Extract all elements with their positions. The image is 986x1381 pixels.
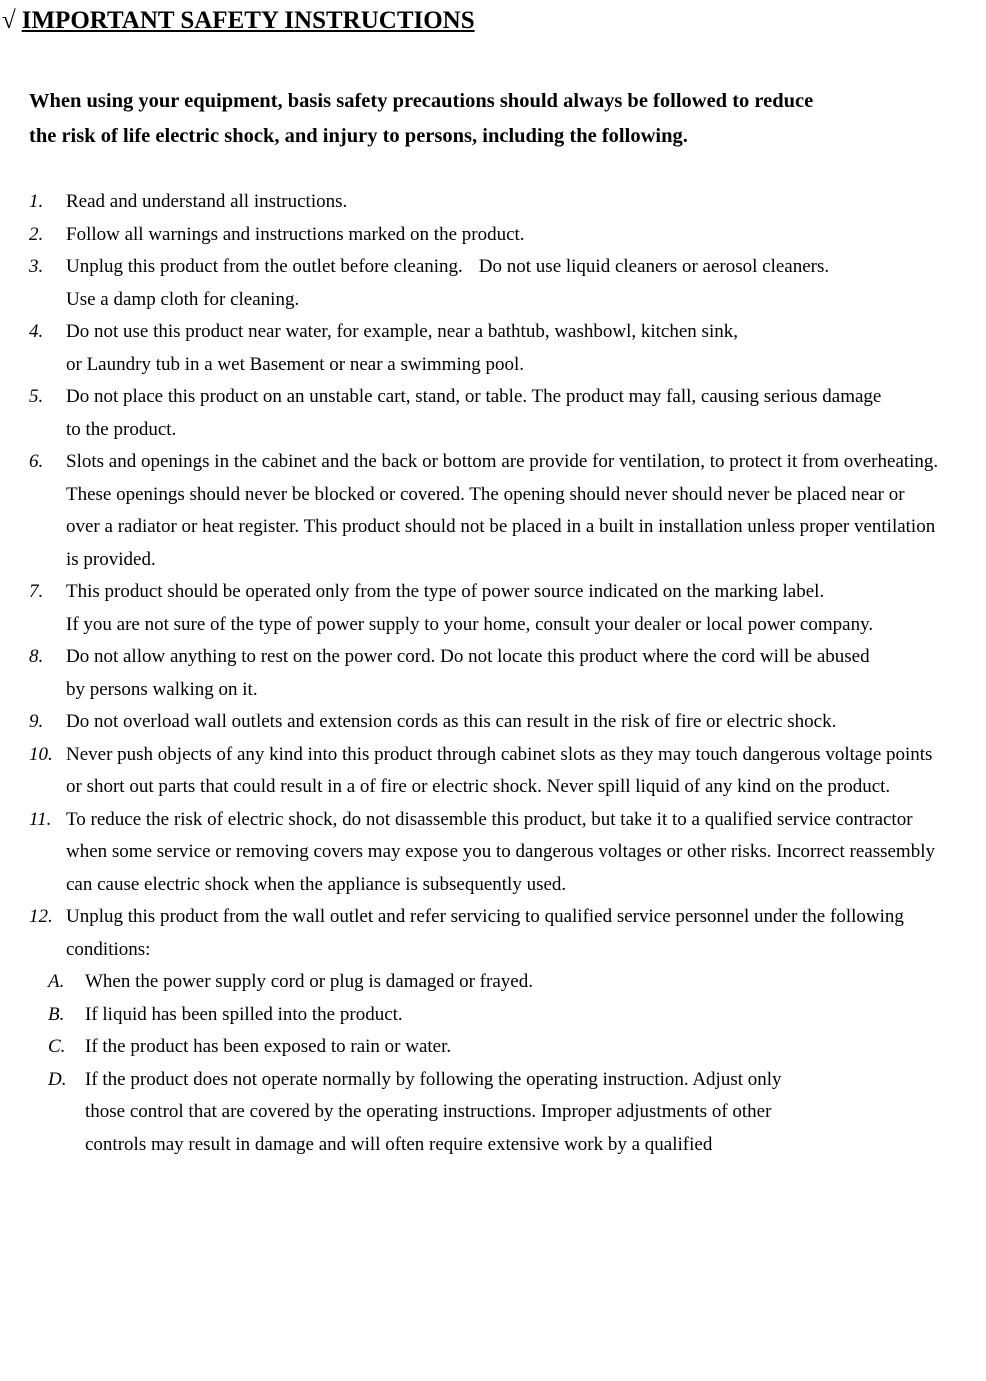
item-text: controls may result in damage and will often require extensive work by a qualified [85, 1133, 713, 1155]
item-letter: B. [48, 1003, 65, 1025]
item-text: Do not overload wall outlets and extension cords as this can result in the risk of fire or electric shock. [66, 711, 837, 732]
instruction-list [0, 186, 986, 1161]
item-text: Unplug this product from the wall outlet and refer servicing to qualified service personnel under the following [66, 906, 904, 927]
item-letter: D. [48, 1068, 67, 1090]
item-text: Slots and openings in the cabinet and the back or bottom are provide for ventilation, to protect it from overheating. [66, 451, 939, 472]
item-number: 9. [29, 711, 44, 732]
item-text: Unplug this product from the outlet before cleaning. [66, 256, 463, 277]
item-number: 6. [29, 451, 44, 472]
instruction-item-12 [0, 901, 986, 966]
item-text: This product should be operated only from the type of power source indicated on the marking label. [66, 581, 825, 602]
item-text: If the product does not operate normally by following the operating instruction. Adjust only [85, 1068, 782, 1090]
instruction-item-10 [0, 739, 986, 804]
item-number: 3. [29, 256, 44, 277]
item-letter: C. [48, 1036, 66, 1057]
item-number: 4. [29, 321, 44, 342]
item-text: can cause electric shock when the appliance is subsequently used. [66, 873, 567, 895]
instruction-item-8 [0, 641, 986, 706]
item-number: 8. [29, 646, 44, 667]
condition-item-a [0, 966, 986, 999]
item-text: Do not place this product on an unstable cart, stand, or table. The product may fall, causing serious damage [66, 386, 882, 407]
item-text: conditions: [66, 938, 151, 960]
item-number: 7. [29, 581, 44, 602]
item-text: Do not use liquid cleaners or aerosol cleaners. [478, 256, 830, 277]
item-number: 12. [29, 906, 53, 927]
instruction-item-11 [0, 804, 986, 902]
item-number: 1. [29, 191, 44, 212]
item-letter: A. [48, 971, 65, 992]
item-text: Read and understand all instructions. [66, 191, 348, 212]
item-text: If you are not sure of the type of power supply to your home, consult your dealer or local power company. [66, 613, 874, 635]
item-number: 5. [29, 386, 44, 407]
item-text: by persons walking on it. [66, 678, 258, 700]
item-text: to the product. [66, 418, 177, 440]
item-text: or Laundry tub in a wet Basement or near a swimming pool. [66, 353, 525, 375]
intro-paragraph [29, 84, 969, 154]
item-text: Follow all warnings and instructions marked on the product. [66, 223, 525, 245]
item-text: those control that are covered by the operating instructions. Improper adjustments of other [85, 1101, 772, 1122]
page-title: IMPORTANT SAFETY INSTRUCTIONS [21, 7, 475, 34]
item-number: 2. [29, 223, 44, 245]
item-text: or short out parts that could result in a of fire or electric shock. Never spill liquid of any kind on the product. [66, 776, 891, 797]
item-text: These openings should never be blocked or covered. The opening should never should never be placed near or [66, 483, 905, 505]
item-text: is provided. [66, 548, 156, 570]
instruction-item-7 [0, 576, 986, 641]
item-number: 11. [29, 808, 52, 830]
condition-item-d [0, 1064, 986, 1162]
item-text: If liquid has been spilled into the product. [85, 1003, 403, 1025]
item-text: Do not use this product near water, for example, near a bathtub, washbowl, kitchen sink, [66, 321, 738, 342]
intro-line: the risk of life electric shock, and injury to persons, including the following. [29, 125, 688, 147]
intro-line: When using your equipment, basis safety precautions should always be followed to reduce [29, 90, 814, 112]
condition-item-b [0, 999, 986, 1032]
item-text: Never push objects of any kind into this product through cabinet slots as they may touch dangerous voltage points [66, 743, 933, 765]
instruction-item-3 [0, 251, 986, 316]
item-text: Use a damp cloth for cleaning. [66, 288, 300, 310]
instruction-item-6 [0, 446, 986, 576]
item-text: when some service or removing covers may expose you to dangerous voltages or other risks. Incorrect reassembly [66, 841, 935, 862]
item-text: When the power supply cord or plug is damaged or frayed. [85, 971, 533, 992]
instruction-item-1 [0, 186, 986, 219]
item-text: over a radiator or heat register. This product should not be placed in a built in installation unless proper ventilation [66, 516, 936, 537]
instruction-item-2 [0, 219, 986, 252]
condition-item-c [0, 1031, 986, 1064]
item-number: 10. [29, 743, 53, 765]
instruction-item-5 [0, 381, 986, 446]
instruction-item-9 [0, 706, 986, 739]
checkmark-icon: √ [2, 7, 16, 34]
item-text: Do not allow anything to rest on the power cord. Do not locate this product where the cord will be abused [66, 646, 870, 667]
instruction-item-4 [0, 316, 986, 381]
item-text: If the product has been exposed to rain or water. [85, 1036, 452, 1057]
page-heading [2, 4, 475, 38]
item-text: To reduce the risk of electric shock, do not disassemble this product, but take it to a qualified service contractor [66, 808, 913, 830]
